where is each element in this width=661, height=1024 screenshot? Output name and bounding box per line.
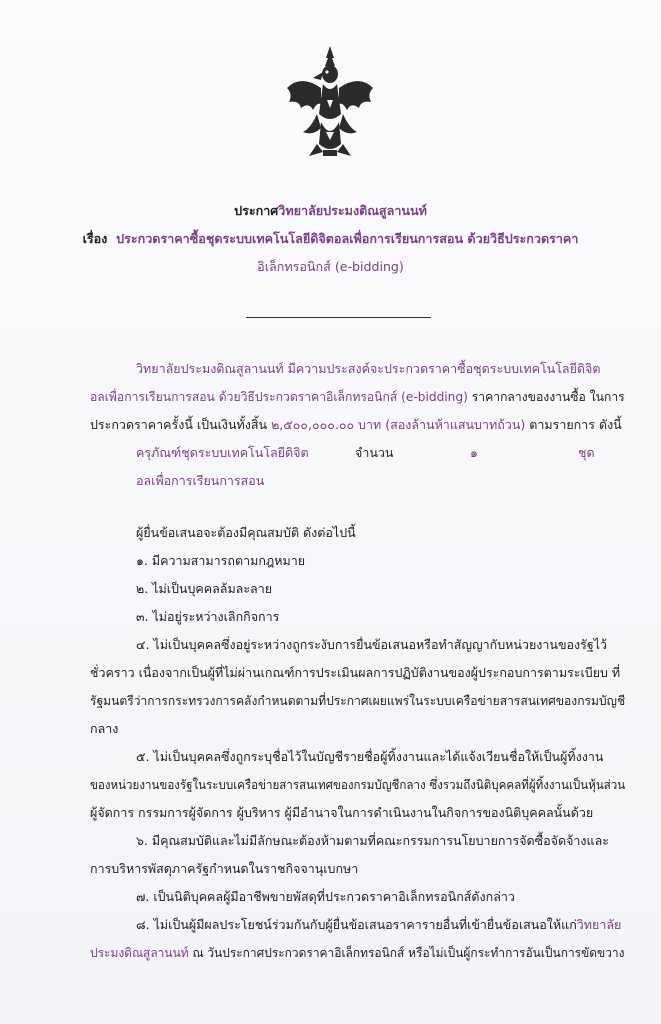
qualification-8-text-cont: ณ วันประกาศประกวดราคาอิเล็กทรอนิกส์ หรือไม่เป็นผู้กระทำการอันเป็นการขัดขวาง [192,945,625,960]
qualification-5-line-1: ๕. ไม่เป็นบุคคลซึ่งถูกระบุชื่อไว้ในบัญชีรายชื่อผู้ทิ้งงานและได้แจ้งเวียนชื่อให้เป็นผู้ทิ้งงาน [136,749,604,764]
qualification-4-line-3: รัฐมนตรีว่าการกระทรวงการคลังกำหนดตามที่ประกาศเผยแพร่ในระบบเครือข่ายสารสนเทศของกรมบัญชี [90,693,626,708]
qualification-1: ๑. มีความสามารถตามกฎหมาย [136,553,306,568]
qualification-4-line-1: ๔. ไม่เป็นบุคคลซึ่งอยู่ระหว่างถูกระงับการยื่นข้อเสนอหรือทำสัญญากับหน่วยงานของรัฐไว้ [136,637,608,652]
qualification-8-org-cont: ประมงติณสูลานนท์ [90,945,189,960]
qualification-5-line-3: ผู้จัดการ กรรมการผู้จัดการ ผู้บริหาร ผู้มีอำนาจในการดำเนินงานในกิจการของนิติบุคคลนั้นด้วย [90,805,594,820]
item-name-line-1: ครุภัณฑ์ชุดระบบเทคโนโลยีดิจิต [136,445,309,460]
intro-line-2 [90,388,625,405]
intro-org: วิทยาลัยประมงติณสูลานนท์ มีความประสงค์จะ [136,361,384,376]
intro-line-1 [136,360,600,377]
announcement-title [0,202,661,220]
qualification-6-line-2: การบริหารพัสดุภาครัฐกำหนดในราชกิจจานุเบกษา [90,861,359,876]
item-name-line-2: อลเพื่อการเรียนการสอน [136,473,265,488]
organization-name: วิทยาลัยประมงติณสูลานนท์ [278,203,427,218]
qualifications-intro: ผู้ยื่นข้อเสนอจะต้องมีคุณสมบัติ ดังต่อไปนี้ [136,525,356,540]
title-divider [246,317,431,318]
qualification-6-line-1: ๖. มีคุณสมบัติและไม่มีลักษณะต้องห้ามตามที่คณะกรรมการนโยบายการจัดซื้อจัดจ้างและ [136,833,609,848]
intro-total-label: ประกวดราคาครั้งนี้ เป็นเงินทั้งสิ้น [90,417,268,432]
qualification-8-org: วิทยาลัย [576,917,622,932]
qualification-7: ๗. เป็นนิติบุคคลผู้มีอาชีพขายพัสดุที่ประกวดราคาอิเล็กทรอนิกส์ดังกล่าว [136,889,515,904]
qualification-4-line-2: ชั่วคราว เนื่องจากเป็นผู้ที่ไม่ผ่านเกณฑ์การประเมินผลการปฏิบัติงานของผู้ประกอบการตามระเบียบ ที่ [90,665,621,680]
intro-line-3 [90,416,622,433]
item-qty: ๑ [470,445,478,460]
intro-purpose: ประกวดราคาซื้อชุดระบบเทคโนโลยีดิจิต [384,361,601,376]
subject-text: ประกวดราคาซื้อชุดระบบเทคโนโลยีดิจิตอลเพื่อการเรียนการสอน ด้วยวิธีประกวดราคา [116,231,579,246]
intro-amount: ๒,๕๐๐,๐๐๐.๐๐ บาท (สองล้านห้าแสนบาทถ้วน) [271,417,526,432]
qualification-2: ๒. ไม่เป็นบุคคลล้มละลาย [136,581,273,596]
intro-method: อลเพื่อการเรียนการสอน ด้วยวิธีประกวดราคาอิเล็กทรอนิกส์ (e-bidding) [90,389,468,404]
garuda-emblem-icon [283,44,377,162]
qualification-8-line-1 [136,916,621,933]
subject-label: เรื่อง [82,231,108,246]
announcement-prefix: ประกาศ [234,203,279,218]
subject-line-2: อิเล็กทรอนิกส์ (e-bidding) [257,259,404,274]
qualification-4-line-4: กลาง [90,721,119,736]
qualification-8-line-2 [90,944,624,961]
qualification-3: ๓. ไม่อยู่ระหว่างเลิกกิจการ [136,609,280,624]
item-unit: ชุด [578,445,595,460]
qualification-5-line-2: ของหน่วยงานของรัฐในระบบเครือข่ายสารสนเทศของกรมบัญชีกลาง ซึ่งรวมถึงนิติบุคคลที่ผู้ทิ้งงานเป็นหุ้นส่วน [90,777,626,792]
intro-median-price: ราคากลางของงานซื้อ ในการ [471,389,625,404]
subject-line-1 [0,230,661,248]
item-qty-label: จำนวน [355,445,394,460]
qualification-8-text: ๘. ไม่เป็นผู้มีผลประโยชน์ร่วมกันกับผู้ยื่นข้อเสนอราคารายอื่นที่เข้ายื่นข้อเสนอให้แก่ [136,917,577,932]
intro-list-label: ตามรายการ ดังนี้ [529,417,622,432]
